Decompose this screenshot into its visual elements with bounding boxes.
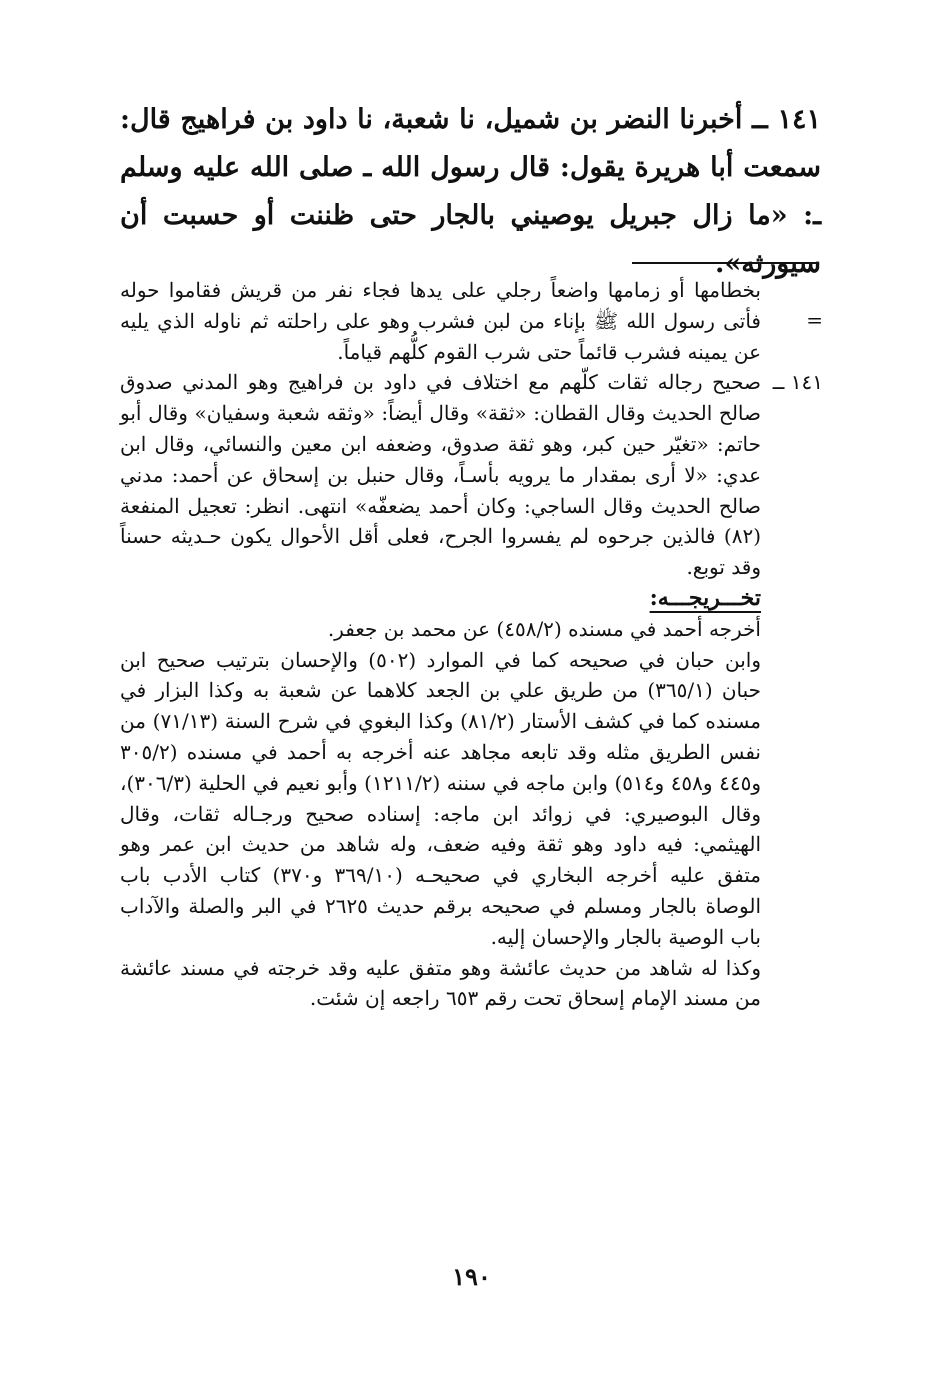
takhrij-paragraph: أخرجه أحمد في مسنده (٤٥٨/٢) عن محمد بن جعفر. bbox=[327, 616, 761, 641]
footnotes bbox=[120, 275, 823, 1014]
footnote-text: صحيح رجاله ثقات كلّهم مع اختلاف في داود بن فراهيج وهو المدني صدوق صالح الحديث وقال القطان: «ثقة» وقال أيضاً: «وثقه شعبة وسفيان» وقال أبو حاتم: «تغيّر حين كبر، وهو ثقة صدوق، وضعفه ابن معين والنسائي، وقال ابن عدي: «لا أرى بمقدار ما يرويه بأسـاً، وقال حنبل بن إسحاق عن أحمد: مدني صالح الحديث وقال الساجي: وكان أحمد يضعفّه» انتهى. انظر: تعجيل المنفعة (٨٢) فالذين جرحوه لم يفسروا الجرح، فعلى أقل الأحوال يكون حـديثه حسناً وقد توبع. bbox=[120, 370, 761, 580]
footnote-number: ١٤١ ــ bbox=[772, 370, 823, 395]
continued-footnote bbox=[120, 275, 823, 367]
takhrij-paragraph: وكذا له شاهد من حديث عائشة وهو متفق عليه وقد خرجته في مسند عائشة من مسند الإمام إسحاق تحت رقم ٦٥٣ راجعه إن شئت. bbox=[120, 955, 761, 1011]
hadith-text: ١٤١ ــ أخبرنا النضر بن شميل، نا شعبة، نا داود بن فراهيج قال: سمعت أبا هريرة يقول: قال رسول الله ـ صلى الله عليه وسلم ـ: «ما زال جبريل يوصيني بالجار حتى ظننت أو حسبت أن سيورثه». bbox=[120, 104, 821, 279]
continuation-mark: = bbox=[806, 308, 823, 332]
page-number: ١٩٠ bbox=[452, 1262, 491, 1291]
continued-footnote-text: بخطامها أو زمامها واضعاً رجلي على يدها فجاء نفر من قريش فقاموا حوله فأتى رسول الله ﷺ بإناء من لبن فشرب وهو على راحلته ثم ناوله الذي يليه عن يمينه فشرب قائماً حتى شرب القوم كلُّهم قياماً. bbox=[120, 278, 761, 364]
footnote-separator bbox=[632, 262, 818, 264]
takhrij-section bbox=[120, 614, 823, 1014]
takhrij-paragraph: وابن حبان في صحيحه كما في الموارد (٥٠٢) والإحسان بترتيب صحيح ابن حبان (٣٦٥/١) من طريق علي بن الجعد كلاهما عن شعبة به وكذا البزار في مسنده كما في كشف الأستار (٨١/٢) وكذا البغوي في شرح السنة (٧١/١٣) من نفس الطريق مثله وقد تابعه مجاهد عنه أخرجه به أحمد في مسنده (٣٠٥/٢ و٤٤٥ و٤٥٨ و٥١٤) وابن ماجه في سننه (١٢١١/٢) وأبو نعيم في الحلية (٣٠٦/٣)، وقال البوصيري: في زوائد ابن ماجه: إسناده صحيح ورجـاله ثقات، وقال الهيثمي: فيه داود وهو ثقة وفيه ضعف، وله شاهد من حديث ابن عمر وهو متفق عليه أخرجه البخاري في صحيحـه (٣٦٩/١٠ و٣٧٠) كتاب الأدب باب الوصاة بالجار ومسلم في صحيحه برقم حديث ٢٦٢٥ في البر والصلة والآداب باب الوصية بالجار والإحسان إليه. bbox=[120, 647, 762, 949]
footnote-141 bbox=[120, 367, 823, 583]
takhrij-heading: تخـــريجـــه: bbox=[649, 584, 761, 611]
